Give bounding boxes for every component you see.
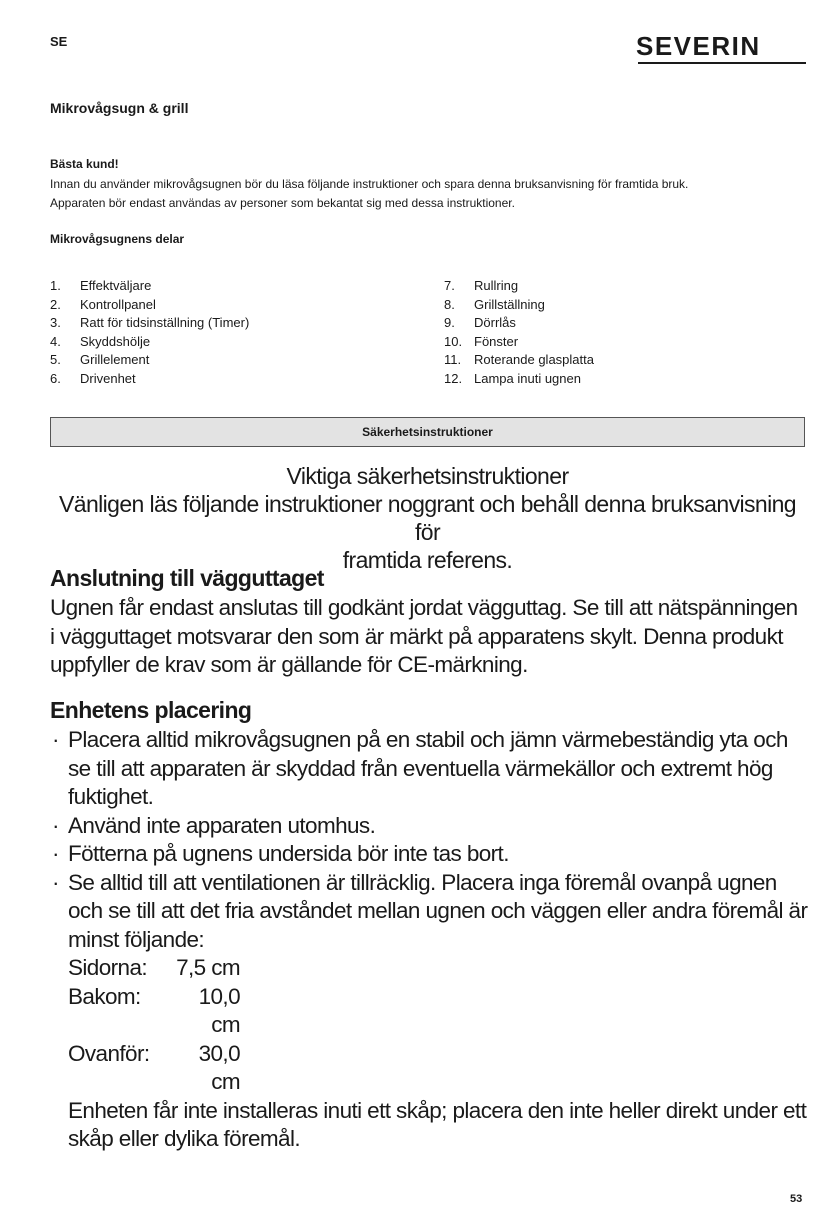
list-item: · Se alltid till att ventilationen är tillräcklig. Placera inga föremål ovanpå ugnen och se till att det fria avståndet mellan ugnen och väggen eller andra föremål är minst följande: (52, 869, 808, 952)
intro-line-1: Innan du använder mikrovågsugnen bör du läsa följande instruktioner och spara denna bruksanvisning för framtida bruk. (50, 177, 689, 191)
parts-list-right (444, 277, 594, 389)
list-item: 12. Lampa inuti ugnen (444, 370, 581, 386)
connection-line: i vägguttaget motsvarar den som är märkt på apparatens skylt. Denna produkt (50, 623, 783, 649)
important-line-1: Viktiga säkerhetsinstruktioner (286, 463, 569, 489)
clearance-row: Ovanför: 30,0 cm (68, 1040, 240, 1094)
language-code: SE (50, 34, 68, 49)
clearance-row: Bakom: 10,0 cm (68, 983, 240, 1037)
connection-heading: Anslutning till vägguttaget (50, 565, 324, 591)
closing-text: Enheten får inte installeras inuti ett skåp; placera den inte heller direkt under ett skåp eller dylika föremål. (68, 1097, 807, 1151)
important-line-2: Vänligen läs följande instruktioner noggrant och behåll denna bruksanvisning för (59, 491, 796, 545)
list-item: · Placera alltid mikrovågsugnen på en stabil och jämn värmebeständig yta och se till att apparaten är skyddad från eventuella värmekällor och extremt hög fuktighet. (52, 727, 788, 809)
list-item: 8. Grillställning (444, 296, 545, 312)
list-item: 3. Ratt för tidsinställning (Timer) (50, 315, 250, 331)
placement-heading: Enhetens placering (50, 697, 252, 723)
logo-underline (638, 62, 806, 64)
list-item: 7. Rullring (444, 278, 519, 293)
parts-heading: Mikrovågsugnens delar (50, 232, 185, 246)
intro-line-2: Apparaten bör endast användas av personer som bekantat sig med dessa instruktioner. (50, 196, 515, 210)
list-item: · Fötterna på ugnens undersida bör inte tas bort. (50, 840, 810, 869)
connection-line: Ugnen får endast anslutas till godkänt jordat vägguttag. Se till att nätspänningen (50, 595, 798, 620)
placement-list (50, 726, 810, 1154)
important-line-3: framtida referens. (342, 547, 513, 573)
list-item: 2. Kontrollpanel (50, 296, 156, 312)
document-title: Mikrovågsugn & grill (50, 100, 189, 116)
connection-text (50, 594, 810, 680)
connection-line: uppfyller de krav som är gällande för CE-märkning. (50, 652, 528, 677)
clearance-row: Sidorna: 7,5 cm (68, 955, 240, 980)
list-item: 11. Roterande glasplatta (444, 352, 594, 368)
bullet-icon: · (52, 812, 59, 838)
parts-list-left (50, 277, 249, 389)
page-number: 53 (790, 1193, 803, 1205)
list-item: 6. Drivenhet (50, 370, 136, 386)
bullet-icon: · (52, 869, 59, 895)
important-notice (50, 462, 805, 574)
brand-logo: SEVERIN (636, 31, 761, 61)
bullet-icon: · (52, 727, 59, 752)
bullet-icon: · (52, 841, 59, 866)
list-item: 1. Effektväljare (50, 278, 152, 293)
list-item: · Använd inte apparaten utomhus. (50, 812, 810, 841)
intro-text (50, 175, 810, 213)
list-item: 4. Skyddshölje (50, 333, 151, 349)
safety-section-bar: Säkerhetsinstruktioner (50, 417, 805, 447)
list-item: 5. Grillelement (50, 352, 150, 368)
clearance-table (50, 954, 810, 1097)
greeting: Bästa kund! (50, 157, 119, 171)
list-item: 10. Fönster (444, 333, 519, 349)
list-item: 9. Dörrlås (444, 315, 516, 331)
